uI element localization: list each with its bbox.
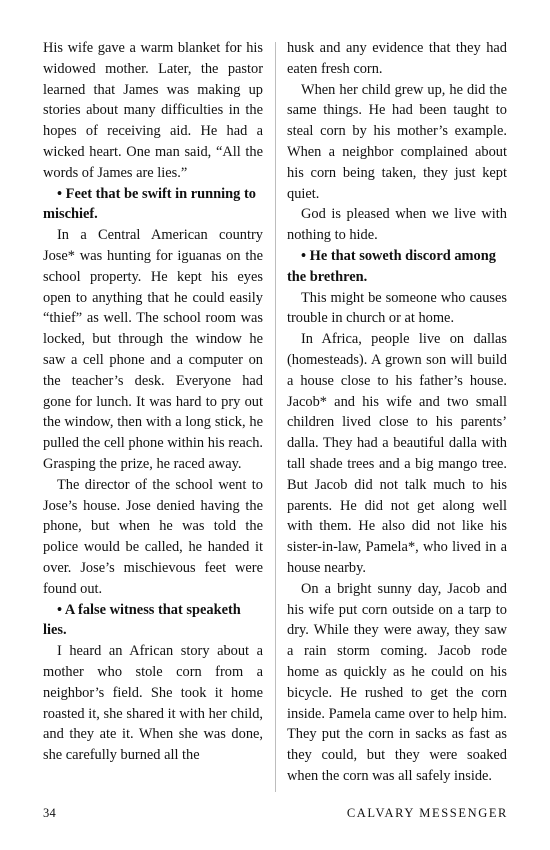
column-divider <box>275 42 276 792</box>
heading-text: Feet that be swift in running to mischief. <box>43 185 256 223</box>
left-column <box>43 38 263 766</box>
paragraph: I heard an African story about a mother who stole corn from a neighbor’s field. She took it home roasted it, she shared it with her child, and they ate it. When she was done, she carefully burned all the <box>43 643 263 764</box>
paragraph: The director of the school went to Jose’s house. Jose denied having the phone, but when he was told the police would be called, he handed it over. Jose’s mischievous feet were found out. <box>43 476 263 597</box>
paragraph: This might be someone who causes trouble in church or at home. <box>287 289 507 327</box>
section-heading <box>43 600 263 642</box>
bullet-icon: • <box>57 601 63 618</box>
page-number: 34 <box>43 806 57 820</box>
paragraph: His wife gave a warm blanket for his widowed mother. Later, the pastor learned that James was making up stories about many difficulties in the hopes of receiving aid. He had a wicked heart. One man said, “All the words of James are lies.” <box>43 40 263 181</box>
right-column <box>287 38 507 787</box>
paragraph: In a Central American country Jose* was hunting for iguanas on the school property. He kept his eyes open to anything that he could easily “thief” as well. The school room was locked, but through the window he saw a cell phone and a computer on the teacher’s desk. Everyone had gone for lunch. It was hard to pry out the window, then with a long stick, he pulled the cell phone within his reach. Grasping the prize, he raced away. <box>43 227 263 472</box>
bullet-icon: • <box>57 185 63 202</box>
section-heading <box>287 246 507 288</box>
paragraph: God is pleased when we live with nothing to hide. <box>287 206 507 244</box>
paragraph: husk and any evidence that they had eaten fresh corn. <box>287 40 507 77</box>
paragraph: On a bright sunny day, Jacob and his wife put corn outside on a tarp to dry. While they were away, they saw a rain storm coming. Jacob rode home as quickly as he could on his bicycle. He rushed to get the corn inside. Pamela came over to help him. They put the corn in sacks as fast as they could, but they were soaked when the corn was all safely inside. <box>287 580 507 784</box>
paragraph: In Africa, people live on dallas (homesteads). A grown son will build a house close to his father’s house. Jacob* and his wife and two small children lived close to his parents’ dalla. They had a beautiful dalla with tall shade trees and a big mango tree. But Jacob did not talk much to his parents. He did not get along well with them. He also did not like his sister-in-law, Pamela*, who lived in a house nearby. <box>287 331 507 576</box>
bullet-icon: • <box>301 247 307 264</box>
publication-title: CALVARY MESSENGER <box>346 806 508 820</box>
heading-text: A false witness that speaketh lies. <box>43 601 241 639</box>
section-heading <box>43 184 263 226</box>
paragraph: When her child grew up, he did the same things. He had been taught to steal corn by his mother’s example. When a neighbor complained about his corn being taken, they just kept quiet. <box>287 81 507 202</box>
heading-text: He that soweth discord among the brethren. <box>287 247 496 285</box>
